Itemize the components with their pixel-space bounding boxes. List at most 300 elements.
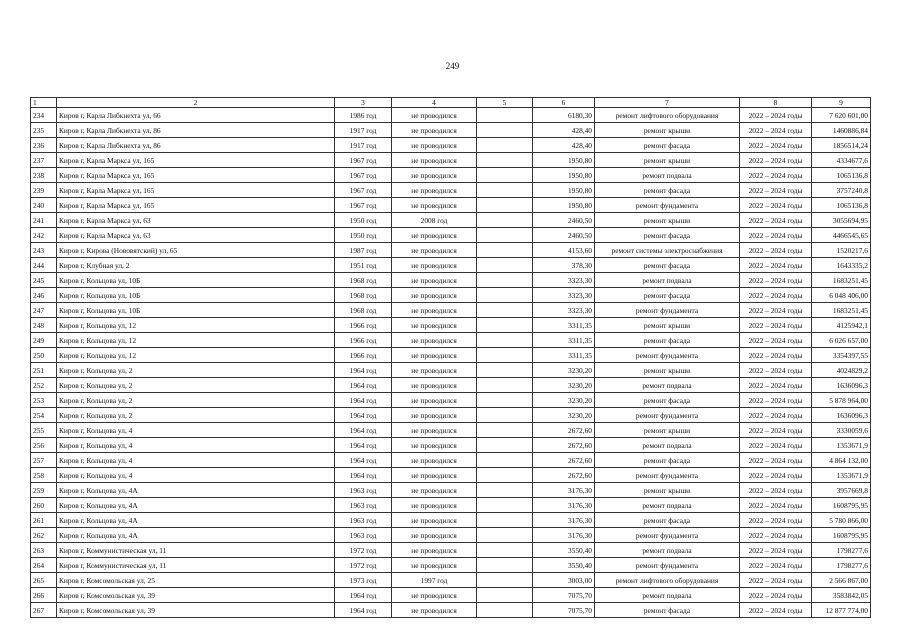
cell-row-number: 262 (31, 528, 57, 543)
cell-area: 3311,35 (533, 318, 595, 333)
cell-last-repair-year: не проводился (392, 498, 477, 513)
cell-address: Киров г, Кольцова ул, 10Б (57, 288, 335, 303)
table-row (31, 198, 871, 213)
cell-build-year: 1964 год (335, 468, 392, 483)
cell-last-repair-year: не проводился (392, 138, 477, 153)
cell-last-repair-year: не проводился (392, 483, 477, 498)
cell-column-5 (477, 573, 533, 588)
cell-column-5 (477, 468, 533, 483)
cell-work-type: ремонт фасада (595, 333, 740, 348)
cell-work-type: ремонт крыши (595, 318, 740, 333)
cell-row-number: 265 (31, 573, 57, 588)
cell-column-5 (477, 228, 533, 243)
table-row (31, 108, 871, 123)
table-row (31, 138, 871, 153)
cell-build-year: 1964 год (335, 408, 392, 423)
cell-column-5 (477, 153, 533, 168)
cell-address: Киров г, Кольцова ул, 4А (57, 498, 335, 513)
cell-area: 428,40 (533, 138, 595, 153)
cell-row-number: 256 (31, 438, 57, 453)
cell-column-5 (477, 348, 533, 363)
cell-work-type: ремонт фундамента (595, 348, 740, 363)
table-row (31, 288, 871, 303)
cell-cost: 1065136,8 (812, 198, 871, 213)
cell-address: Киров г, Кольцова ул, 2 (57, 378, 335, 393)
cell-address: Киров г, Кольцова ул, 2 (57, 393, 335, 408)
cell-last-repair-year: не проводился (392, 123, 477, 138)
cell-area: 3230,20 (533, 393, 595, 408)
cell-row-number: 234 (31, 108, 57, 123)
table-row (31, 603, 871, 618)
column-number-row (31, 98, 871, 108)
cell-work-type: ремонт подвала (595, 438, 740, 453)
cell-work-type: ремонт фундамента (595, 303, 740, 318)
cell-last-repair-year: 2008 год (392, 213, 477, 228)
cell-row-number: 245 (31, 273, 57, 288)
cell-column-5 (477, 273, 533, 288)
cell-period: 2022 – 2024 годы (740, 603, 812, 618)
cell-area: 6180,30 (533, 108, 595, 123)
cell-build-year: 1986 год (335, 108, 392, 123)
cell-cost: 1683251,45 (812, 303, 871, 318)
cell-area: 7075,70 (533, 603, 595, 618)
cell-period: 2022 – 2024 годы (740, 198, 812, 213)
table-row (31, 333, 871, 348)
cell-row-number: 243 (31, 243, 57, 258)
cell-area: 3323,30 (533, 288, 595, 303)
cell-row-number: 235 (31, 123, 57, 138)
cell-last-repair-year: не проводился (392, 423, 477, 438)
cell-build-year: 1950 год (335, 213, 392, 228)
cell-column-5 (477, 528, 533, 543)
cell-cost: 3583842,05 (812, 588, 871, 603)
table-row (31, 498, 871, 513)
cell-build-year: 1967 год (335, 183, 392, 198)
table-row (31, 363, 871, 378)
cell-cost: 4125942,1 (812, 318, 871, 333)
table-row (31, 453, 871, 468)
cell-column-5 (477, 333, 533, 348)
cell-build-year: 1972 год (335, 558, 392, 573)
cell-work-type: ремонт подвала (595, 378, 740, 393)
cell-period: 2022 – 2024 годы (740, 153, 812, 168)
table-row (31, 318, 871, 333)
cell-period: 2022 – 2024 годы (740, 333, 812, 348)
cell-last-repair-year: не проводился (392, 408, 477, 423)
table-row (31, 123, 871, 138)
cell-address: Киров г, Кольцова ул, 10Б (57, 303, 335, 318)
cell-row-number: 260 (31, 498, 57, 513)
cell-cost: 1460886,84 (812, 123, 871, 138)
cell-period: 2022 – 2024 годы (740, 168, 812, 183)
cell-area: 3311,35 (533, 348, 595, 363)
cell-address: Киров г, Кольцова ул, 4А (57, 528, 335, 543)
cell-work-type: ремонт фасада (595, 228, 740, 243)
cell-last-repair-year: не проводился (392, 453, 477, 468)
cell-cost: 12 877 774,00 (812, 603, 871, 618)
cell-cost: 3055694,95 (812, 213, 871, 228)
table-row (31, 258, 871, 273)
cell-cost: 4466545,65 (812, 228, 871, 243)
cell-build-year: 1972 год (335, 543, 392, 558)
cell-build-year: 1963 год (335, 528, 392, 543)
cell-cost: 5 780 866,00 (812, 513, 871, 528)
cell-address: Киров г, Кольцова ул, 4А (57, 483, 335, 498)
cell-work-type: ремонт фундамента (595, 468, 740, 483)
cell-last-repair-year: не проводился (392, 243, 477, 258)
cell-column-5 (477, 288, 533, 303)
cell-column-5 (477, 483, 533, 498)
cell-column-5 (477, 558, 533, 573)
cell-work-type: ремонт лифтового оборудования (595, 573, 740, 588)
cell-last-repair-year: не проводился (392, 393, 477, 408)
cell-address: Киров г, Карла Маркса ул, 165 (57, 183, 335, 198)
cell-period: 2022 – 2024 годы (740, 453, 812, 468)
cell-build-year: 1964 год (335, 378, 392, 393)
cell-area: 2672,60 (533, 453, 595, 468)
cell-row-number: 237 (31, 153, 57, 168)
cell-area: 2460,50 (533, 228, 595, 243)
cell-last-repair-year: не проводился (392, 348, 477, 363)
cell-cost: 6 026 657,00 (812, 333, 871, 348)
cell-address: Киров г, Кольцова ул, 10Б (57, 273, 335, 288)
cell-area: 1950,80 (533, 198, 595, 213)
cell-last-repair-year: не проводился (392, 378, 477, 393)
cell-cost: 4024829,2 (812, 363, 871, 378)
cell-build-year: 1967 год (335, 198, 392, 213)
cell-last-repair-year: не проводился (392, 183, 477, 198)
table-row (31, 423, 871, 438)
cell-row-number: 248 (31, 318, 57, 333)
cell-period: 2022 – 2024 годы (740, 123, 812, 138)
cell-area: 2672,60 (533, 468, 595, 483)
table-row (31, 183, 871, 198)
cell-last-repair-year: не проводился (392, 543, 477, 558)
cell-period: 2022 – 2024 годы (740, 228, 812, 243)
cell-row-number: 264 (31, 558, 57, 573)
cell-last-repair-year: не проводился (392, 363, 477, 378)
cell-row-number: 267 (31, 603, 57, 618)
cell-address: Киров г, Кольцова ул, 4 (57, 468, 335, 483)
cell-area: 3550,40 (533, 543, 595, 558)
cell-period: 2022 – 2024 годы (740, 138, 812, 153)
cell-last-repair-year: не проводился (392, 288, 477, 303)
cell-period: 2022 – 2024 годы (740, 438, 812, 453)
cell-column-5 (477, 513, 533, 528)
cell-period: 2022 – 2024 годы (740, 348, 812, 363)
cell-build-year: 1967 год (335, 153, 392, 168)
cell-work-type: ремонт фундамента (595, 558, 740, 573)
cell-row-number: 259 (31, 483, 57, 498)
cell-address: Киров г, Карла Маркса ул, 165 (57, 168, 335, 183)
table-row (31, 153, 871, 168)
cell-column-5 (477, 243, 533, 258)
cell-address: Киров г, Кольцова ул, 12 (57, 333, 335, 348)
cell-address: Киров г, Карла Маркса ул, 63 (57, 213, 335, 228)
repair-registry-table (30, 97, 871, 618)
cell-column-5 (477, 603, 533, 618)
cell-last-repair-year: не проводился (392, 468, 477, 483)
cell-address: Киров г, Кольцова ул, 4А (57, 513, 335, 528)
cell-work-type: ремонт подвала (595, 168, 740, 183)
cell-work-type: ремонт фундамента (595, 408, 740, 423)
cell-row-number: 266 (31, 588, 57, 603)
cell-build-year: 1950 год (335, 228, 392, 243)
cell-work-type: ремонт фасада (595, 453, 740, 468)
cell-build-year: 1968 год (335, 303, 392, 318)
cell-column-5 (477, 258, 533, 273)
cell-last-repair-year: не проводился (392, 513, 477, 528)
cell-row-number: 247 (31, 303, 57, 318)
table-row (31, 273, 871, 288)
cell-address: Киров г, Коммунистическая ул, 11 (57, 558, 335, 573)
cell-period: 2022 – 2024 годы (740, 213, 812, 228)
cell-work-type: ремонт фасада (595, 513, 740, 528)
table-row (31, 438, 871, 453)
cell-cost: 3330059,6 (812, 423, 871, 438)
table-row (31, 228, 871, 243)
cell-address: Киров г, Комсомольская ул, 39 (57, 603, 335, 618)
column-number-2: 2 (57, 98, 335, 108)
cell-address: Киров г, Клубная ул, 2 (57, 258, 335, 273)
cell-row-number: 244 (31, 258, 57, 273)
cell-period: 2022 – 2024 годы (740, 423, 812, 438)
cell-build-year: 1964 год (335, 453, 392, 468)
cell-row-number: 236 (31, 138, 57, 153)
cell-build-year: 1968 год (335, 273, 392, 288)
cell-area: 3176,30 (533, 498, 595, 513)
cell-last-repair-year: не проводился (392, 333, 477, 348)
cell-build-year: 1973 год (335, 573, 392, 588)
cell-cost: 1353671,9 (812, 468, 871, 483)
cell-column-5 (477, 363, 533, 378)
cell-row-number: 258 (31, 468, 57, 483)
cell-row-number: 255 (31, 423, 57, 438)
cell-build-year: 1968 год (335, 288, 392, 303)
cell-build-year: 1951 год (335, 258, 392, 273)
cell-address: Киров г, Карла Либкнехта ул, 86 (57, 123, 335, 138)
cell-work-type: ремонт подвала (595, 273, 740, 288)
cell-area: 3176,30 (533, 513, 595, 528)
cell-work-type: ремонт фасада (595, 603, 740, 618)
cell-address: Киров г, Карла Маркса ул, 165 (57, 198, 335, 213)
cell-period: 2022 – 2024 годы (740, 273, 812, 288)
cell-area: 3311,35 (533, 333, 595, 348)
cell-build-year: 1964 год (335, 423, 392, 438)
table-row (31, 543, 871, 558)
cell-period: 2022 – 2024 годы (740, 393, 812, 408)
cell-last-repair-year: не проводился (392, 258, 477, 273)
cell-column-5 (477, 108, 533, 123)
cell-work-type: ремонт подвала (595, 498, 740, 513)
cell-work-type: ремонт крыши (595, 423, 740, 438)
cell-last-repair-year: не проводился (392, 558, 477, 573)
cell-area: 3550,40 (533, 558, 595, 573)
cell-area: 3176,30 (533, 483, 595, 498)
cell-column-5 (477, 393, 533, 408)
cell-build-year: 1964 год (335, 438, 392, 453)
cell-last-repair-year: не проводился (392, 228, 477, 243)
cell-work-type: ремонт лифтового оборудования (595, 108, 740, 123)
cell-area: 3003,00 (533, 573, 595, 588)
cell-address: Киров г, Комсомольская ул, 39 (57, 588, 335, 603)
table-row (31, 303, 871, 318)
cell-address: Киров г, Кольцова ул, 4 (57, 423, 335, 438)
cell-column-5 (477, 183, 533, 198)
cell-period: 2022 – 2024 годы (740, 573, 812, 588)
cell-row-number: 240 (31, 198, 57, 213)
cell-row-number: 246 (31, 288, 57, 303)
cell-work-type: ремонт системы электроснабжения (595, 243, 740, 258)
cell-address: Киров г, Карла Маркса ул, 165 (57, 153, 335, 168)
page-number: 249 (445, 61, 460, 71)
table-row (31, 513, 871, 528)
cell-area: 1950,80 (533, 168, 595, 183)
table-row (31, 588, 871, 603)
cell-build-year: 1964 год (335, 603, 392, 618)
cell-area: 3230,20 (533, 378, 595, 393)
cell-row-number: 252 (31, 378, 57, 393)
cell-last-repair-year: не проводился (392, 438, 477, 453)
cell-last-repair-year: не проводился (392, 528, 477, 543)
cell-cost: 1798277,6 (812, 543, 871, 558)
cell-work-type: ремонт крыши (595, 153, 740, 168)
cell-build-year: 1963 год (335, 513, 392, 528)
cell-column-5 (477, 213, 533, 228)
cell-address: Киров г, Кольцова ул, 4 (57, 453, 335, 468)
table-row (31, 213, 871, 228)
cell-last-repair-year: не проводился (392, 588, 477, 603)
cell-row-number: 257 (31, 453, 57, 468)
cell-work-type: ремонт фундамента (595, 528, 740, 543)
cell-last-repair-year: не проводился (392, 318, 477, 333)
column-number-8: 8 (740, 98, 812, 108)
cell-area: 2672,60 (533, 438, 595, 453)
cell-column-5 (477, 498, 533, 513)
cell-period: 2022 – 2024 годы (740, 288, 812, 303)
table-row (31, 468, 871, 483)
cell-cost: 3957669,8 (812, 483, 871, 498)
table-row (31, 168, 871, 183)
cell-row-number: 249 (31, 333, 57, 348)
cell-build-year: 1967 год (335, 168, 392, 183)
cell-area: 3230,20 (533, 408, 595, 423)
cell-period: 2022 – 2024 годы (740, 318, 812, 333)
cell-build-year: 1966 год (335, 333, 392, 348)
cell-cost: 4334677,6 (812, 153, 871, 168)
cell-work-type: ремонт фасада (595, 183, 740, 198)
cell-area: 378,30 (533, 258, 595, 273)
cell-row-number: 241 (31, 213, 57, 228)
table-row (31, 573, 871, 588)
cell-area: 4153,60 (533, 243, 595, 258)
column-number-9: 9 (812, 98, 871, 108)
cell-last-repair-year: не проводился (392, 153, 477, 168)
cell-cost: 1353671,9 (812, 438, 871, 453)
cell-column-5 (477, 318, 533, 333)
cell-area: 3323,30 (533, 303, 595, 318)
column-number-6: 6 (533, 98, 595, 108)
cell-cost: 4 864 132,00 (812, 453, 871, 468)
cell-cost: 1798277,6 (812, 558, 871, 573)
cell-period: 2022 – 2024 годы (740, 498, 812, 513)
cell-cost: 5 878 964,00 (812, 393, 871, 408)
cell-area: 1950,80 (533, 183, 595, 198)
cell-area: 1950,80 (533, 153, 595, 168)
cell-row-number: 250 (31, 348, 57, 363)
cell-cost: 1520217,6 (812, 243, 871, 258)
cell-build-year: 1987 год (335, 243, 392, 258)
cell-address: Киров г, Карла Либкнехта ул, 86 (57, 138, 335, 153)
cell-area: 3230,20 (533, 363, 595, 378)
cell-work-type: ремонт фундамента (595, 198, 740, 213)
cell-address: Киров г, Коммунистическая ул, 11 (57, 543, 335, 558)
cell-row-number: 263 (31, 543, 57, 558)
table-row (31, 393, 871, 408)
cell-period: 2022 – 2024 годы (740, 108, 812, 123)
cell-column-5 (477, 168, 533, 183)
table-row (31, 483, 871, 498)
column-number-4: 4 (392, 98, 477, 108)
cell-area: 3323,30 (533, 273, 595, 288)
cell-work-type: ремонт фасада (595, 288, 740, 303)
cell-area: 7075,70 (533, 588, 595, 603)
cell-period: 2022 – 2024 годы (740, 513, 812, 528)
cell-row-number: 239 (31, 183, 57, 198)
cell-build-year: 1966 год (335, 318, 392, 333)
cell-build-year: 1964 год (335, 588, 392, 603)
cell-cost: 1636096,3 (812, 378, 871, 393)
cell-address: Киров г, Карла Либкнехта ул, 66 (57, 108, 335, 123)
cell-build-year: 1917 год (335, 138, 392, 153)
cell-cost: 3354397,55 (812, 348, 871, 363)
table-row (31, 348, 871, 363)
column-number-3: 3 (335, 98, 392, 108)
cell-address: Киров г, Кольцова ул, 12 (57, 348, 335, 363)
cell-address: Киров г, Кольцова ул, 2 (57, 363, 335, 378)
cell-work-type: ремонт подвала (595, 588, 740, 603)
cell-work-type: ремонт фасада (595, 138, 740, 153)
cell-last-repair-year: не проводился (392, 168, 477, 183)
cell-last-repair-year: не проводился (392, 303, 477, 318)
cell-period: 2022 – 2024 годы (740, 183, 812, 198)
cell-column-5 (477, 423, 533, 438)
cell-work-type: ремонт крыши (595, 483, 740, 498)
cell-work-type: ремонт подвала (595, 543, 740, 558)
cell-area: 2672,60 (533, 423, 595, 438)
table-row (31, 558, 871, 573)
table-row (31, 378, 871, 393)
cell-period: 2022 – 2024 годы (740, 483, 812, 498)
cell-area: 2460,50 (533, 213, 595, 228)
cell-column-5 (477, 543, 533, 558)
cell-work-type: ремонт фасада (595, 393, 740, 408)
cell-row-number: 242 (31, 228, 57, 243)
cell-address: Киров г, Кольцова ул, 2 (57, 408, 335, 423)
cell-area: 428,40 (533, 123, 595, 138)
cell-work-type: ремонт крыши (595, 123, 740, 138)
table-row (31, 243, 871, 258)
cell-period: 2022 – 2024 годы (740, 468, 812, 483)
cell-work-type: ремонт фасада (595, 258, 740, 273)
cell-address: Киров г, Кирова (Нововятский) ул, 65 (57, 243, 335, 258)
cell-row-number: 253 (31, 393, 57, 408)
cell-column-5 (477, 438, 533, 453)
cell-column-5 (477, 198, 533, 213)
column-number-1: 1 (31, 98, 57, 108)
cell-address: Киров г, Карла Маркса ул, 63 (57, 228, 335, 243)
cell-column-5 (477, 138, 533, 153)
